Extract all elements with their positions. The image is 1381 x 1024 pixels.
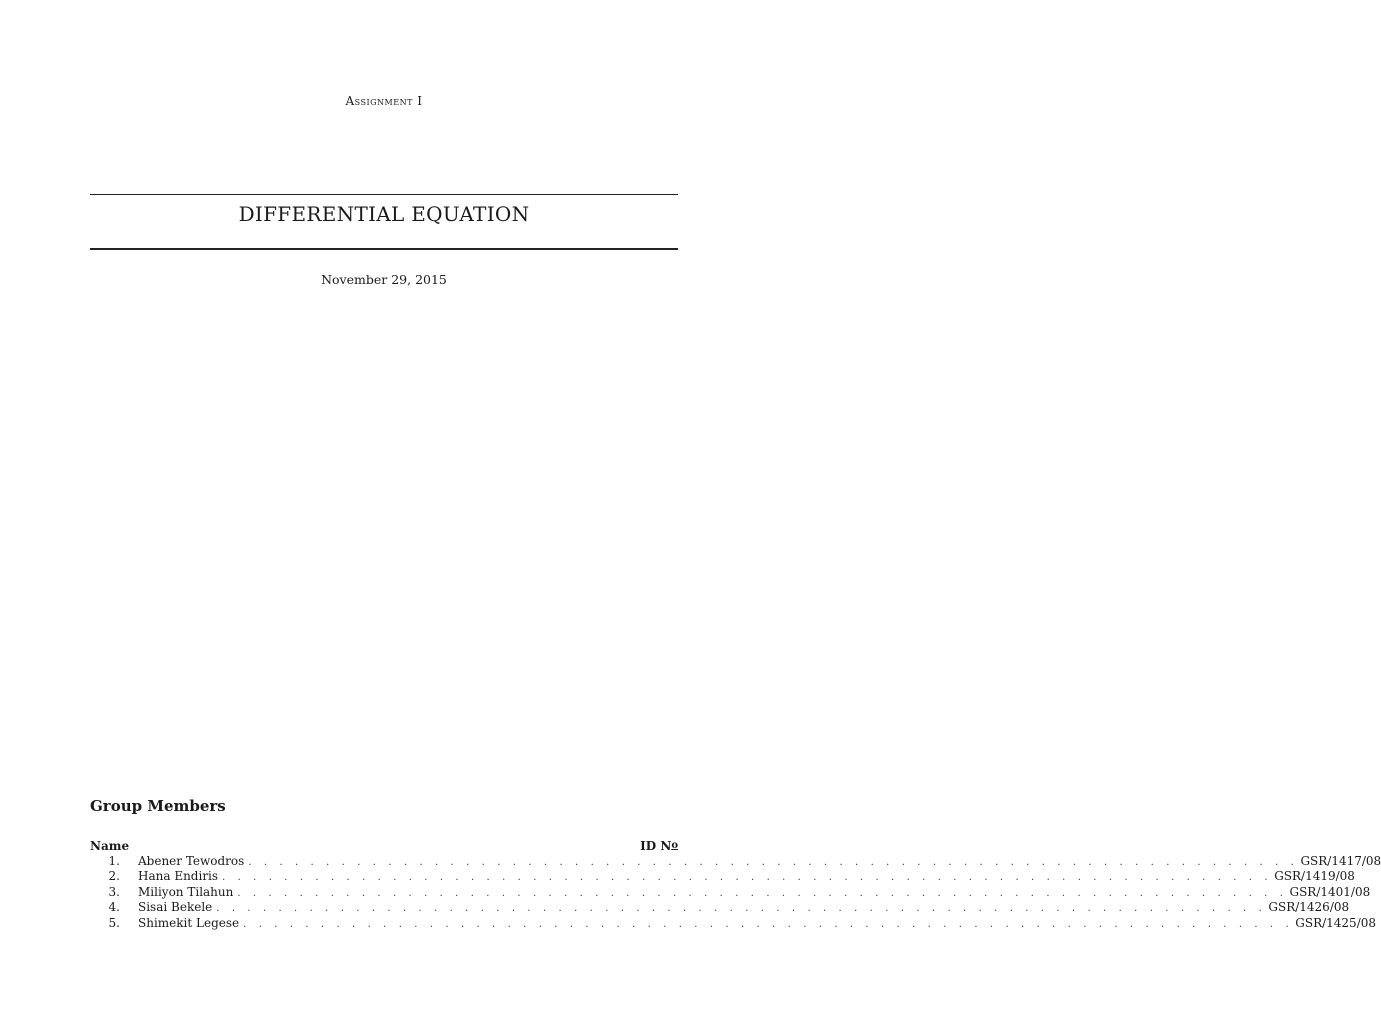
member-number: 3.	[108, 884, 120, 899]
dot-leader: . . . . . . . . . . . . . . . . . . . . . . . . . . . . . . . . . . . . . . . . . . . . . . . . . . . . . . . . . . . . . . . . . . . .	[216, 903, 1267, 915]
member-name: Shimekit Legese	[138, 915, 240, 930]
document-date: November 29, 2015	[321, 272, 447, 287]
title-bottom-rule	[90, 248, 678, 250]
title-top-rule	[90, 194, 678, 195]
document-title: DIFFERENTIAL EQUATION	[238, 202, 530, 226]
member-row	[90, 900, 1350, 915]
dot-leader: . . . . . . . . . . . . . . . . . . . . . . . . . . . . . . . . . . . . . . . . . . . . . . . . . . . . . . . . . . . . . . . . . . . .	[222, 872, 1273, 884]
id-column-header	[640, 838, 678, 854]
id-column-header-ordinal: o	[671, 840, 678, 851]
dot-leader: . . . . . . . . . . . . . . . . . . . . . . . . . . . . . . . . . . . . . . . . . . . . . . . . . . . . . . . . . . . . . . . . . . . .	[243, 918, 1294, 930]
member-row	[90, 884, 1371, 900]
member-row	[90, 869, 1355, 884]
member-number: 1.	[108, 854, 120, 868]
assignment-label: Assignment I	[345, 94, 423, 108]
member-name: Sisai Bekele	[138, 900, 213, 915]
member-number: 4.	[108, 900, 120, 915]
member-row	[90, 854, 1381, 869]
dot-leader: . . . . . . . . . . . . . . . . . . . . . . . . . . . . . . . . . . . . . . . . . . . . . . . . . . . . . . . . . . . . . . . . . . . .	[237, 887, 1288, 899]
id-column-header-text: ID N	[640, 839, 672, 853]
member-name: Hana Endiris	[138, 869, 219, 884]
group-members-heading: Group Members	[90, 797, 226, 815]
member-name: Miliyon Tilahun	[138, 884, 234, 899]
member-id: GSR/1419/08	[1274, 869, 1355, 884]
member-id: GSR/1401/08	[1289, 884, 1371, 899]
member-id: GSR/1426/08	[1268, 900, 1350, 915]
dot-leader: . . . . . . . . . . . . . . . . . . . . . . . . . . . . . . . . . . . . . . . . . . . . . . . . . . . . . . . . . . . . . . . . . . . .	[248, 857, 1299, 868]
member-number: 5.	[108, 915, 120, 930]
members-table	[90, 838, 1381, 931]
members-header-row	[90, 838, 704, 854]
member-row	[90, 915, 1377, 931]
member-number: 2.	[108, 869, 120, 884]
member-name: Abener Tewodros	[138, 854, 245, 868]
name-column-header: Name	[90, 839, 130, 853]
member-id: GSR/1425/08	[1295, 915, 1377, 930]
member-id: GSR/1417/08	[1300, 854, 1381, 868]
